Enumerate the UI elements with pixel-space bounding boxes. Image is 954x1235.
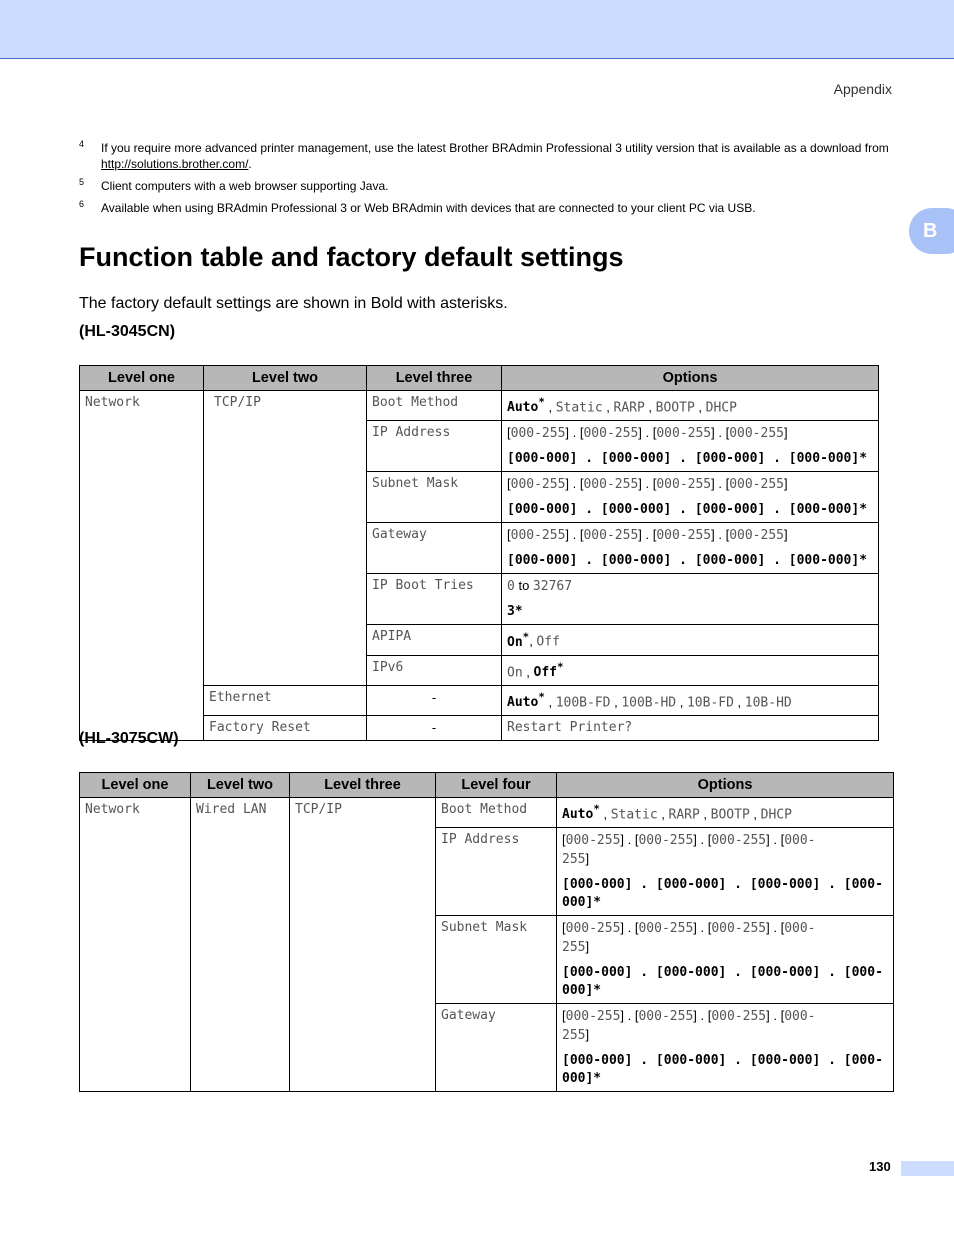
- options-cell: [000-255] . [000-255] . [000-255] . [000-255] [000-000] . [000-000] . [000-000] . [000-000]*: [502, 421, 879, 472]
- level-two-cell: TCP/IP: [204, 391, 367, 686]
- level-three-cell: Gateway: [367, 523, 502, 574]
- function-table-hl3045cn: [79, 365, 879, 741]
- options-cell: [000-255] . [000-255] . [000-255] . [000-255] [000-000] . [000-000] . [000-000] . [000-000]*: [502, 523, 879, 574]
- footnote-5: 5 Client computers with a web browser supporting Java.: [79, 177, 389, 193]
- level-three-cell: TCP/IP: [290, 798, 436, 1092]
- table-header-row: [80, 366, 879, 391]
- level-two-cell: Wired LAN: [191, 798, 290, 1092]
- options-cell: [000-255] . [000-255] . [000-255] . [000-255] [000-000] . [000-000] . [000-000] . [000-000]*: [502, 472, 879, 523]
- level-three-cell: IP Address: [367, 421, 502, 472]
- options-cell: Auto* , Static , RARP , BOOTP , DHCP: [502, 391, 879, 421]
- options-cell: [000-255] . [000-255] . [000-255] . [000- 255] [000-000] . [000-000] . [000-000] . [000- 000]*: [557, 1004, 894, 1092]
- col-header: Level one: [80, 366, 204, 391]
- options-cell: On*, Off: [502, 625, 879, 655]
- col-header: Level two: [191, 773, 290, 798]
- level-one-cell: Network: [80, 391, 204, 741]
- col-header: Level two: [204, 366, 367, 391]
- level-three-cell: APIPA: [367, 625, 502, 655]
- options-cell: 0 to 32767 3*: [502, 574, 879, 625]
- level-three-cell: IPv6: [367, 655, 502, 685]
- page-number: 130: [869, 1159, 891, 1174]
- intro-text: The factory default settings are shown in Bold with asterisks.: [79, 295, 508, 312]
- section-label: Appendix: [833, 81, 892, 97]
- level-two-cell: Factory Reset: [204, 716, 367, 741]
- table-row: [80, 798, 894, 828]
- header-bar: [0, 0, 954, 59]
- col-header: Level one: [80, 773, 191, 798]
- level-four-cell: Boot Method: [436, 798, 557, 828]
- function-table-hl3075cw: [79, 772, 894, 1092]
- level-three-cell: -: [367, 685, 502, 715]
- col-header: Options: [502, 366, 879, 391]
- footnote-4: 4 If you require more advanced printer management, use the latest Brother BRAdmin Professional 3 utility version that is available as a download from http://solutions.brother.com/.: [79, 139, 889, 171]
- level-three-cell: -: [367, 716, 502, 741]
- page-title: Function table and factory default settings: [79, 242, 624, 272]
- col-header: Level three: [290, 773, 436, 798]
- level-three-cell: Boot Method: [367, 391, 502, 421]
- options-cell: [000-255] . [000-255] . [000-255] . [000- 255] [000-000] . [000-000] . [000-000] . [000- 000]*: [557, 916, 894, 1004]
- options-cell: On , Off*: [502, 655, 879, 685]
- model-heading-hl3045cn: (HL-3045CN): [79, 323, 176, 340]
- chapter-tab[interactable]: B: [909, 208, 954, 254]
- options-cell: Auto* , 100B-FD , 100B-HD , 10B-FD , 10B-HD: [502, 685, 879, 715]
- level-two-cell: Ethernet: [204, 685, 367, 715]
- level-three-cell: IP Boot Tries: [367, 574, 502, 625]
- level-three-cell: Subnet Mask: [367, 472, 502, 523]
- model-heading-hl3075cw: (HL-3075CW): [79, 730, 179, 747]
- col-header: Options: [557, 773, 894, 798]
- col-header: Level three: [367, 366, 502, 391]
- options-cell: Auto* , Static , RARP , BOOTP , DHCP: [557, 798, 894, 828]
- level-four-cell: Gateway: [436, 1004, 557, 1092]
- table-row: [80, 391, 879, 421]
- options-cell: [000-255] . [000-255] . [000-255] . [000- 255] [000-000] . [000-000] . [000-000] . [000- 000]*: [557, 828, 894, 916]
- footnote-6: 6 Available when using BRAdmin Professional 3 or Web BRAdmin with devices that are connected to your client PC via USB.: [79, 199, 756, 215]
- page-number-bar: [901, 1161, 954, 1176]
- footnotes: [79, 140, 894, 222]
- options-cell: Restart Printer?: [502, 716, 879, 741]
- table-header-row: [80, 773, 894, 798]
- level-four-cell: Subnet Mask: [436, 916, 557, 1004]
- level-one-cell: Network: [80, 798, 191, 1092]
- level-four-cell: IP Address: [436, 828, 557, 916]
- col-header: Level four: [436, 773, 557, 798]
- footnote-link[interactable]: http://solutions.brother.com/: [101, 157, 249, 171]
